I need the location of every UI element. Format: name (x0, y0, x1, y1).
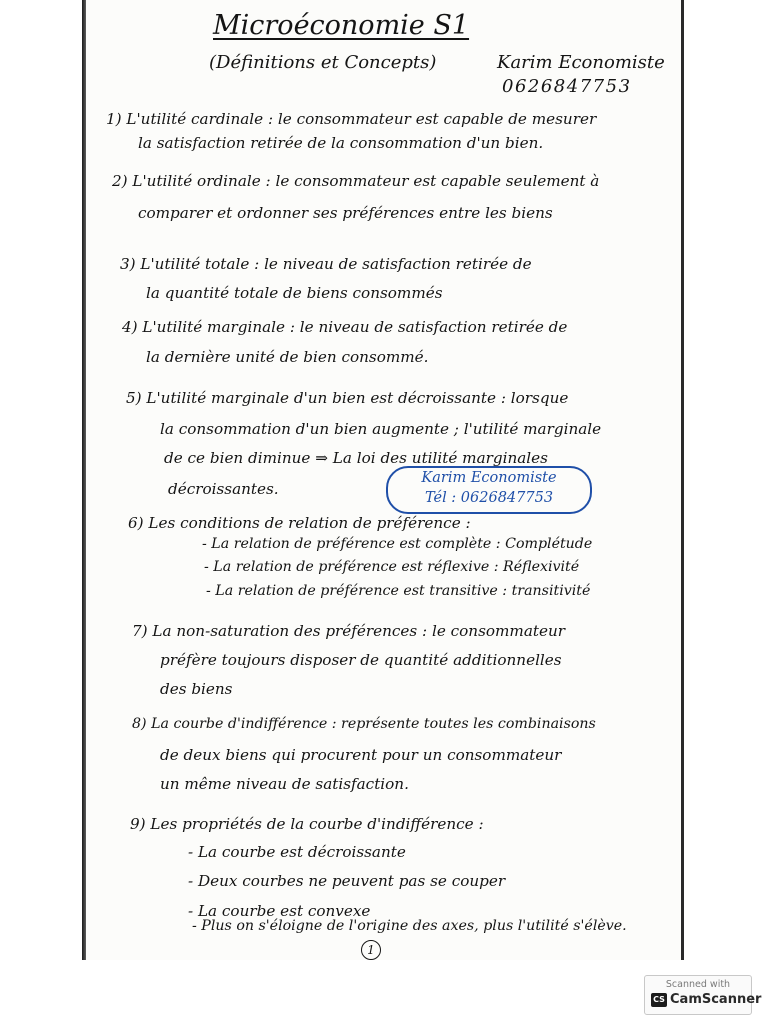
document-title: Microéconomie S1 (213, 10, 470, 41)
document-subtitle: (Définitions et Concepts) (209, 52, 437, 73)
text-line: - Deux courbes ne peuvent pas se couper (188, 872, 506, 890)
text-line: 6) Les conditions de relation de préférence : (128, 514, 471, 532)
text-line: 5) L'utilité marginale d'un bien est décroissante : lorsque (126, 389, 569, 407)
text-line: de ce bien diminue ⇒ La loi des utilité marginales (164, 449, 548, 467)
text-line: un même niveau de satisfaction. (160, 775, 409, 793)
text-line: - La relation de préférence est complète : Complétude (202, 536, 593, 552)
text-line: des biens (160, 680, 233, 698)
text-line: préfère toujours disposer de quantité additionnelles (160, 651, 562, 669)
text-line: comparer et ordonner ses préférences entre les biens (138, 204, 553, 222)
text-line: - La relation de préférence est transitive : transitivité (206, 583, 591, 599)
text-line: de deux biens qui procurent pour un consommateur (160, 746, 562, 764)
text-line: 1) L'utilité cardinale : le consommateur est capable de mesurer (106, 110, 597, 128)
text-line: 8) La courbe d'indifférence : représente toutes les combinaisons (132, 716, 596, 732)
author-phone: 0626847753 (502, 76, 632, 97)
watermark-caption: Scanned with (665, 979, 731, 990)
stamp-name: Karim Economiste (421, 470, 557, 486)
text-line: la satisfaction retirée de la consommation d'un bien. (138, 134, 544, 152)
text-line: la quantité totale de biens consommés (146, 284, 443, 302)
author-stamp (386, 466, 592, 514)
author-name: Karim Economiste (497, 52, 665, 73)
text-line: 7) La non-saturation des préférences : le consommateur (132, 622, 566, 640)
text-line: 4) L'utilité marginale : le niveau de satisfaction retirée de (122, 318, 568, 336)
text-line: 3) L'utilité totale : le niveau de satisfaction retirée de (120, 255, 532, 273)
text-line: - La courbe est convexe (188, 902, 371, 920)
text-line: - Plus on s'éloigne de l'origine des axes, plus l'utilité s'élève. (192, 918, 627, 934)
text-line: 2) L'utilité ordinale : le consommateur est capable seulement à (112, 172, 600, 190)
camscanner-logo-icon: CS (651, 993, 667, 1007)
text-line: décroissantes. (168, 480, 279, 498)
text-line: la consommation d'un bien augmente ; l'utilité marginale (160, 420, 602, 438)
watermark-name: CamScanner (670, 992, 762, 1007)
text-line: 9) Les propriétés de la courbe d'indifférence : (130, 815, 484, 833)
camscanner-watermark (644, 975, 762, 1015)
text-line: la dernière unité de bien consommé. (146, 348, 429, 366)
stamp-phone: Tél : 0626847753 (424, 490, 554, 506)
text-line: - La relation de préférence est réflexive : Réflexivité (204, 559, 580, 575)
text-line: - La courbe est décroissante (188, 843, 406, 861)
page-number: 1 (361, 940, 381, 960)
